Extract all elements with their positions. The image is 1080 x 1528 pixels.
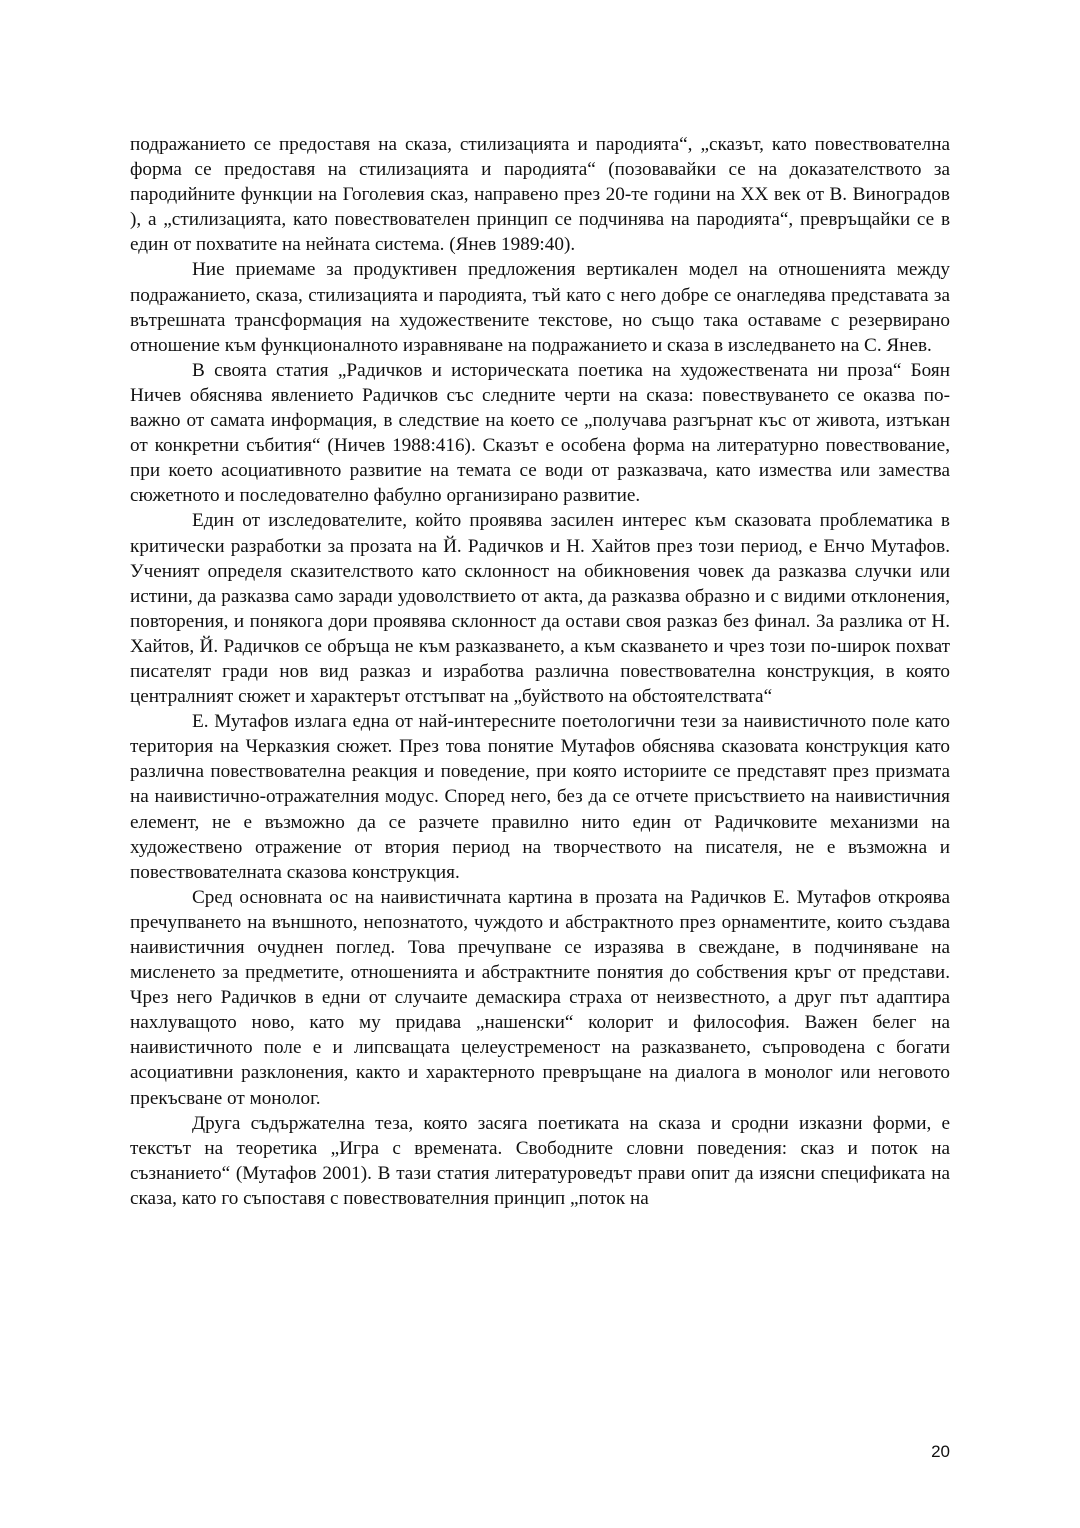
paragraph-mutafov-researcher: Един от изследователите, който проявява засилен интерес към сказовата проблематика в критически разработки за прозата на Й. Радичков и Н. Хайтов през този период, е Енчо Мутафов. Ученият определя сказителството като склонност на обикновения човек да разказва случки или истини, да разказва само заради удоволствието от акта, да разказва образно и с видими отклонения, повторения, и понякога дори проявява склонност да остави своя разказ без финал. За разлика от Н. Хайтов, Й. Радичков се обръща не към разказването, а към сказването и чрез този по-широк похват писателят гради нов вид разказ и изработва различна повествователна конструкция, в която централният сюжет и характерът отстъпват на „буйството на обстоятелствата“	[130, 510, 950, 708]
paragraph-nichev: В своята статия „Радичков и историческата поетика на художествената ни проза“ Боян Ничев обяснява явлението Радичков със следните черти на сказа: повествуването се оказва по-важно от самата информация, в следствие на което се „получава разгърнат къс от живота, изтъкан от конкретни събития“ (Ничев 1988:416). Сказът е особена форма на литературно повествование, при което асоциативното развитие на темата се води от разказвача, като измества или замества сюжетното и последователно фабулно организирано развитие.	[130, 359, 950, 507]
paragraph-naive-field: Е. Мутафов излага една от най-интересните поетологични тези за наивистичното поле като територия на Черказкия сюжет. През това понятие Мутафов обяснява сказовата конструкция като различна повествователна реакция и поведение, при която историите се представят през призмата на наивистично-отражателния модус. Според него, без да се отчете присъствието на наивистичния елемент, не е възможно да се разчете правилно нито един от Радичковите механизми на художествено отражение от втория период на творчеството на писателя, не е възможна и повествователната сказова конструкция.	[130, 711, 950, 883]
paragraph-naive-axis: Сред основната ос на наивистичната картина в прозата на Радичков Е. Мутафов откроява пречупването на външното, непознатото, чуждото и абстрактното през орнаментите, които създава наивистичния очуднен поглед. Това пречупване се изразява в свеждане, в подчиняване на мисленето за предметите, отношенията и абстрактните понятия до собствения кръг от представи. Чрез него Радичков в едни от случаите демаскира страха от неизвестното, а друг път адаптира нахлуващото ново, като му придава „нашенски“ колорит и философия. Важен белег на наивистичното поле е и липсващата целеустременост на разказването, съпроводена с богати асоциативни разклонения, както и характерното превръщане на диалога в монолог или неговото прекъсване от монолог.	[130, 886, 950, 1109]
paragraph-continuation: подражанието се предоставя на сказа, стилизацията и пародията“, „сказът, като повествователна форма се предоставя на стилизацията и пародията“ (позовавайки се на доказателството за пародийните функции на Гоголевия сказ, направено през 20-те години на XX век от В. Виноградов ), а „стилизацията, като повествователен принцип се подчинява на пародията“, превръщайки се в един от похватите на нейната система. (Янев 1989:40).	[130, 134, 950, 256]
paragraph-game-with-tenses: Друга съдържателна теза, която засяга поетиката на сказа и сродни изказни форми, е текстът на теоретика „Игра с времената. Свободните словни поведения: сказ и поток на съзнанието“ (Мутафов 2001). В тази статия литературоведът прави опит да изясни спецификата на сказа, като го съпоставя с повествователния принцип „поток на	[130, 1112, 950, 1209]
page-number: 20	[931, 1442, 950, 1461]
body-text	[130, 132, 950, 1211]
paragraph-vertical-model: Ние приемаме за продуктивен предложения вертикален модел на отношенията между подражанието, сказа, стилизацията и пародията, тъй като с него добре се онагледява представата за вътрешната трансформация на художествените текстове, но също така оставаме с резервирано отношение към функционалното изравняване на подражанието и сказа в изследването на С. Янев.	[130, 259, 950, 356]
